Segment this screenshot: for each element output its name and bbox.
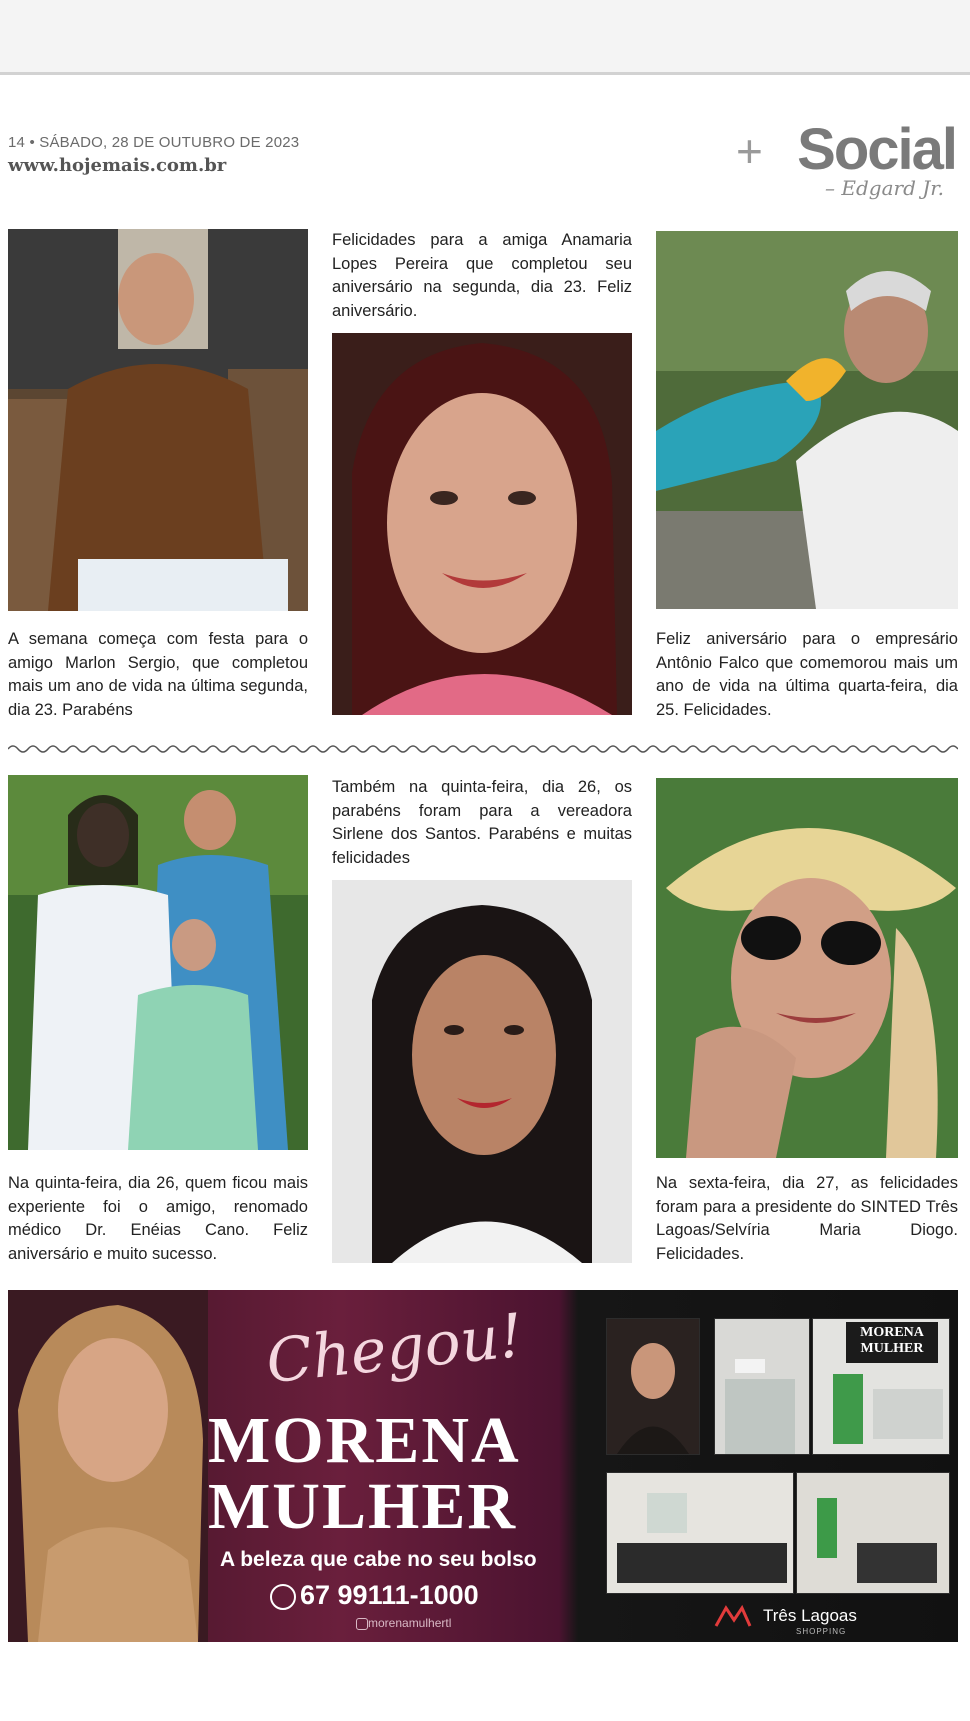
caption-sirlene: Também na quinta-feira, dia 26, os parabéns foram para a vereadora Sirlene dos Santos. Parabéns e muitas felicidades [332, 778, 632, 867]
ad-store-logo [846, 1322, 938, 1363]
date-line: 14 • SÁBADO, 28 DE OUTUBRO DE 2023 [8, 134, 300, 151]
section-plus: + [736, 125, 763, 177]
advertisement-banner[interactable] [8, 1290, 958, 1642]
ad-brand-name [208, 1404, 521, 1543]
photo-family [8, 775, 308, 1150]
caption-antonio: Feliz aniversário para o empresário Antônio Falco que comemorou mais um ano de vida na última quarta-feira, dia 25. Felicidades. [656, 630, 958, 719]
ad-store-logo-line2: MULHER [860, 1341, 924, 1356]
ad-store-logo-line1: MORENA [860, 1325, 924, 1340]
ad-panel-model [606, 1318, 700, 1455]
ad-panel-salon-left [606, 1472, 794, 1594]
ad-social-handle-text[interactable]: morenamulhertl [368, 1616, 452, 1630]
ad-phone-number[interactable]: 67 99111-1000 [300, 1580, 479, 1610]
mall-logo-icon [714, 1604, 752, 1628]
ad-brand-line2: MULHER [208, 1470, 517, 1543]
ad-panel-salon-right [796, 1472, 950, 1594]
ad-tagline: A beleza que cabe no seu bolso [220, 1548, 537, 1571]
ad-phone[interactable] [270, 1580, 479, 1611]
caption-marlon: A semana começa com festa para o amigo Marlon Sergio, que completou mais um ano de vida na última segunda, dia 23. Parabéns [8, 630, 308, 719]
ad-model-photo [8, 1290, 208, 1642]
caption-eneias: Na quinta-feira, dia 26, quem ficou mais experiente foi o amigo, renomado médico Dr. Enéias Cano. Feliz aniversário e muito sucesso. [8, 1174, 308, 1263]
ad-headline: Chegou! [263, 1300, 527, 1398]
photo-sirlene [332, 880, 632, 1263]
ad-mall-name: Três Lagoas [763, 1606, 857, 1625]
section-title: Social [797, 117, 956, 182]
caption-anamaria: Felicidades para a amiga Anamaria Lopes Pereira que completou seu aniversário na segunda, dia 23. Feliz aniversário. [332, 231, 632, 320]
website-url[interactable]: www.hojemais.com.br [8, 155, 227, 176]
photo-anamaria [332, 333, 632, 715]
photo-maria [656, 778, 958, 1158]
browser-top-bar [0, 0, 970, 75]
wavy-divider [8, 742, 958, 756]
ad-social-handle[interactable] [360, 1616, 451, 1630]
ad-mall-sub: SHOPPING [796, 1627, 847, 1636]
photo-marlon [8, 229, 308, 611]
ad-panel-store-front [714, 1318, 810, 1455]
columnist-signature: – Edgard Jr. [825, 176, 944, 200]
ad-brand-line1: MORENA [208, 1404, 521, 1477]
caption-maria: Na sexta-feira, dia 27, as felicidades foram para a presidente do SINTED Três Lagoas/Selvíria Maria Diogo. Felicidades. [656, 1174, 958, 1263]
section-brand [736, 112, 956, 202]
photo-antonio [656, 231, 958, 609]
